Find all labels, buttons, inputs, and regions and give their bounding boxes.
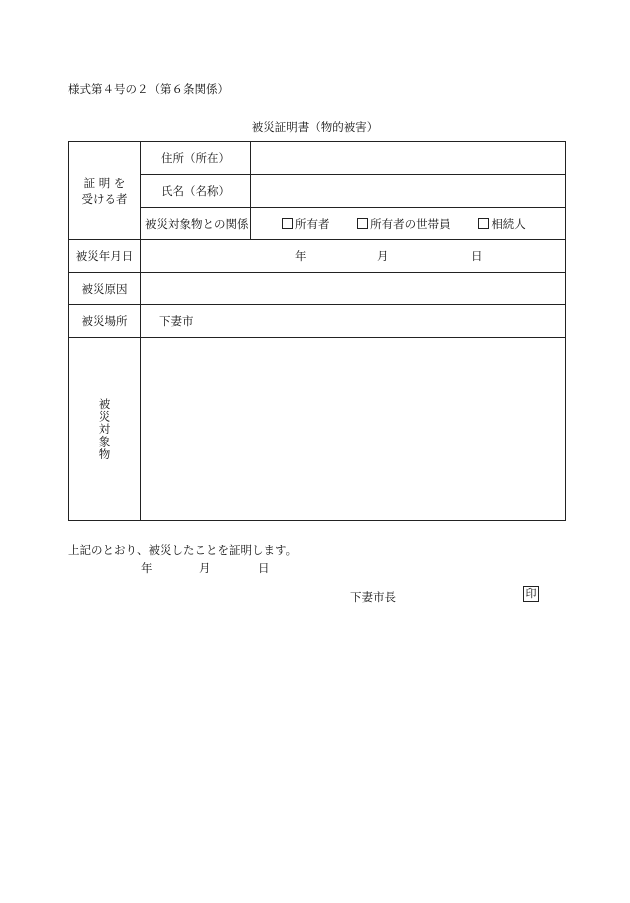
- relation-option-household-member[interactable]: [357, 216, 451, 232]
- date-year-unit: 年: [295, 249, 307, 263]
- disaster-date-field[interactable]: [141, 240, 566, 273]
- disaster-object-field[interactable]: [141, 338, 566, 521]
- relation-options: [251, 208, 566, 240]
- certification-statement: 上記のとおり、被災したことを証明します。: [68, 543, 298, 557]
- relation-option-label: 所有者: [295, 216, 330, 231]
- certified-person-label-line1: 証 明 を: [83, 175, 126, 190]
- name-field[interactable]: [251, 175, 566, 208]
- relation-option-label: 所有者の世帯員: [370, 216, 451, 231]
- disaster-date-row: [69, 240, 566, 273]
- relation-option-heir[interactable]: [478, 216, 526, 232]
- checkbox-icon[interactable]: [478, 218, 489, 229]
- checkbox-icon[interactable]: [282, 218, 293, 229]
- date-month-unit: 月: [377, 249, 389, 263]
- name-label: 氏名（名称）: [141, 175, 251, 208]
- address-label: 住所（所在）: [141, 142, 251, 175]
- certificate-table: [68, 141, 566, 521]
- address-field[interactable]: [251, 142, 566, 175]
- date-day-unit: 日: [471, 249, 483, 263]
- disaster-place-label: 被災場所: [69, 305, 141, 338]
- address-row: [69, 142, 566, 175]
- name-row: [69, 175, 566, 208]
- relation-option-owner[interactable]: [282, 216, 330, 232]
- relation-row: [69, 208, 566, 240]
- certified-person-label-line2: 受ける者: [81, 191, 128, 206]
- issue-month-unit: 月: [199, 561, 211, 575]
- object-row: [69, 338, 566, 521]
- disaster-date-label: 被災年月日: [69, 240, 141, 273]
- disaster-cause-field[interactable]: [141, 273, 566, 305]
- disaster-place-value[interactable]: 下妻市: [141, 305, 566, 338]
- disaster-object-label: 被災対象物: [97, 397, 112, 461]
- checkbox-icon[interactable]: [357, 218, 368, 229]
- issue-day-unit: 日: [258, 561, 270, 575]
- issue-year-unit: 年: [141, 561, 153, 575]
- relation-option-label: 相続人: [491, 216, 526, 231]
- place-row: [69, 305, 566, 338]
- relation-label: 被災対象物との関係: [141, 208, 251, 240]
- seal-mark: 印: [523, 586, 539, 602]
- disaster-cause-label: 被災原因: [69, 273, 141, 305]
- form-number: 様式第４号の２（第６条関係）: [68, 82, 229, 96]
- disaster-object-header: [69, 338, 141, 521]
- certified-person-header: [69, 142, 141, 240]
- document-title: 被災証明書（物的被害）: [251, 120, 379, 134]
- cause-row: [69, 273, 566, 305]
- issuer-name: 下妻市長: [350, 590, 396, 604]
